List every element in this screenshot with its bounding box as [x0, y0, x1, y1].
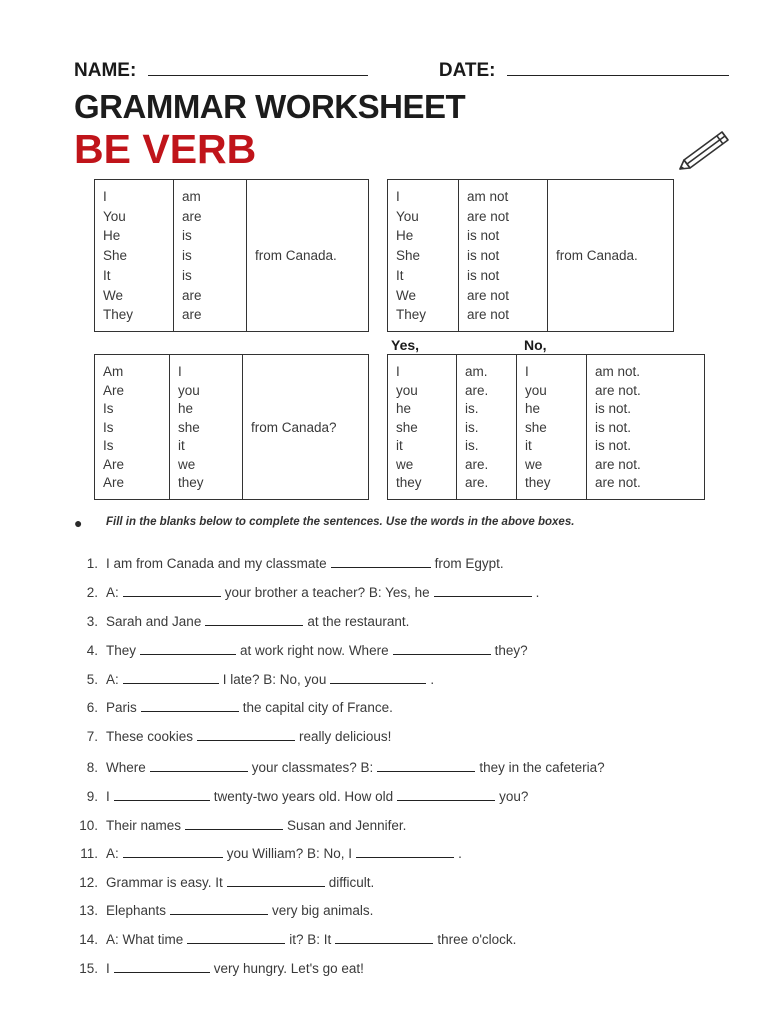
verb: are not	[467, 208, 510, 224]
short-answer-table	[387, 354, 705, 500]
subject: It	[396, 267, 404, 283]
question-text: Sarah and Jane	[106, 614, 202, 629]
yes-subject-column	[388, 355, 457, 500]
verb: is not.	[595, 438, 632, 453]
subject: He	[103, 228, 121, 244]
no-verb-column	[587, 355, 705, 500]
question-2	[70, 584, 539, 600]
verb: is not	[467, 267, 500, 283]
subject: it	[396, 438, 403, 453]
answer-blank[interactable]	[140, 642, 236, 655]
answer-blank[interactable]	[197, 728, 295, 741]
verb: am	[182, 189, 201, 204]
subject: we	[396, 456, 414, 472]
question-text: three o'clock.	[437, 932, 517, 947]
question-11	[70, 845, 462, 861]
answer-blank[interactable]	[150, 759, 248, 772]
verb: Is	[103, 438, 114, 453]
worksheet-subtitle: BE VERB	[74, 126, 257, 172]
answer-blank[interactable]	[356, 845, 454, 858]
verb: am not.	[595, 364, 641, 379]
verb: are.	[465, 475, 489, 490]
subject: You	[396, 208, 419, 224]
question-text: Their names	[106, 818, 182, 833]
answer-blank[interactable]	[335, 931, 433, 944]
answer-blank[interactable]	[227, 874, 325, 887]
question-text: they?	[494, 643, 528, 658]
yes-label: Yes,	[391, 337, 420, 353]
subject: she	[525, 419, 547, 435]
subject: he	[525, 401, 541, 416]
question-text: from Egypt.	[434, 556, 504, 571]
answer-blank[interactable]	[393, 642, 491, 655]
question-text: A:	[106, 846, 119, 861]
question-text: your brother a teacher? B: Yes, he	[224, 585, 430, 600]
subject: She	[396, 248, 421, 264]
question-text: .	[535, 585, 540, 600]
verb: is.	[465, 419, 479, 435]
question-15	[70, 960, 364, 976]
verb: is.	[465, 401, 479, 416]
verb: Are	[103, 382, 125, 398]
subject: I	[178, 364, 182, 379]
subject: We	[396, 287, 417, 303]
subject: You	[103, 208, 126, 224]
subject: they	[396, 475, 422, 490]
name-date-line	[74, 60, 729, 82]
subject: you	[178, 382, 200, 398]
question-number: 5.	[86, 672, 98, 687]
subject: they	[178, 475, 204, 490]
verb: is.	[465, 438, 479, 453]
verb: is not.	[595, 401, 632, 416]
date-blank[interactable]	[507, 61, 729, 76]
answer-blank[interactable]	[114, 960, 210, 973]
subject: I	[396, 189, 400, 204]
verb: Are	[103, 475, 125, 490]
question-text: difficult.	[328, 875, 375, 890]
question-number: 7.	[86, 729, 98, 744]
verb: is	[182, 267, 192, 283]
question-9	[70, 788, 528, 804]
question-text: very hungry. Let's go eat!	[213, 961, 364, 976]
question-text: I am from Canada and my classmate	[106, 556, 327, 571]
question-13	[70, 902, 373, 918]
verb: are	[182, 307, 202, 323]
question-4	[70, 642, 528, 658]
question-1	[70, 555, 504, 571]
question-number: 2.	[86, 585, 98, 600]
question-text: Susan and Jennifer.	[287, 818, 407, 833]
subject: She	[103, 248, 128, 264]
question-text: really delicious!	[299, 729, 392, 744]
subject: I	[396, 364, 400, 379]
question-text: .	[458, 846, 462, 861]
question-number: 14.	[79, 932, 98, 947]
question-text: very big animals.	[272, 903, 374, 918]
question-text: Paris	[106, 700, 137, 715]
question-8	[70, 759, 605, 775]
answer-blank[interactable]	[205, 613, 303, 626]
question-text: Elephants	[106, 903, 167, 918]
subject: you	[396, 382, 418, 398]
answer-blank[interactable]	[123, 845, 223, 858]
question-3	[70, 613, 409, 629]
verb: is	[182, 228, 192, 244]
date-label: DATE:	[438, 60, 496, 81]
question-text: A:	[106, 672, 119, 687]
question-5	[70, 671, 434, 687]
worksheet-title: GRAMMAR WORKSHEET	[74, 88, 466, 125]
answer-blank[interactable]	[123, 584, 221, 597]
answer-blank[interactable]	[170, 902, 268, 915]
verb: am.	[465, 364, 488, 379]
answer-blank[interactable]	[331, 555, 431, 568]
question-text: A:	[106, 585, 119, 600]
question-number: 4.	[86, 643, 98, 658]
no-label: No,	[524, 337, 547, 353]
question-7	[70, 728, 391, 744]
verb: are.	[465, 456, 489, 472]
question-text: it? B: It	[289, 932, 332, 947]
subject: They	[103, 307, 134, 323]
answer-blank[interactable]	[185, 817, 283, 830]
subject: it	[178, 438, 185, 453]
question-number: 8.	[86, 760, 98, 775]
subject: It	[103, 267, 111, 283]
pencil-icon	[676, 122, 736, 172]
answer-blank[interactable]	[187, 931, 285, 944]
verb: is not.	[595, 419, 632, 435]
phrase-cell	[243, 355, 369, 500]
bullet-icon: ●	[74, 515, 83, 531]
name-blank[interactable]	[148, 61, 368, 76]
verb: are not	[467, 287, 510, 303]
subject-column	[95, 180, 174, 332]
verb: are.	[465, 382, 489, 398]
phrase-cell	[548, 180, 674, 332]
answer-blank[interactable]	[141, 699, 239, 712]
verb: Is	[103, 419, 114, 435]
verb-column	[95, 355, 170, 500]
question-text: A: What time	[106, 932, 184, 947]
question-text: twenty-two years old. How old	[213, 789, 394, 804]
question-text: .	[430, 672, 435, 687]
subject: we	[525, 456, 543, 472]
question-text: These cookies	[106, 729, 194, 744]
name-label: NAME:	[74, 60, 137, 81]
question-text: the capital city of France.	[242, 700, 393, 715]
question-text: your classmates? B:	[251, 760, 374, 775]
phrase: from Canada.	[556, 248, 638, 263]
phrase-cell	[247, 180, 369, 332]
phrase: from Canada?	[251, 419, 337, 435]
question-number: 11.	[80, 846, 98, 861]
verb: are not.	[595, 456, 641, 472]
no-subject-column	[517, 355, 587, 500]
subject: He	[396, 228, 414, 244]
question-text: I late? B: No, you	[222, 672, 327, 687]
question-number: 9.	[86, 789, 98, 804]
question-number: 12.	[79, 875, 98, 890]
phrase: from Canada.	[255, 248, 337, 263]
question-text: I	[106, 961, 110, 976]
verb: am not	[467, 189, 509, 204]
question-number: 6.	[86, 700, 98, 715]
subject: We	[103, 287, 124, 303]
question-text: I	[106, 789, 110, 804]
verb: is not	[467, 228, 500, 244]
verb: are	[182, 208, 202, 224]
question-text: They	[106, 643, 137, 658]
subject: you	[525, 382, 547, 398]
subject: she	[178, 419, 200, 435]
negative-table	[387, 179, 674, 332]
question-table	[94, 354, 369, 500]
question-text: at work right now. Where	[240, 643, 389, 658]
verb-column	[459, 180, 548, 332]
affirmative-table	[94, 179, 369, 332]
question-text: at the restaurant.	[307, 614, 410, 629]
subject: I	[525, 364, 529, 379]
subject: we	[178, 456, 196, 472]
verb: Are	[103, 456, 125, 472]
question-number: 1.	[86, 556, 98, 571]
question-text: you?	[499, 789, 529, 804]
subject: it	[525, 438, 532, 453]
yes-verb-column	[457, 355, 517, 500]
question-6	[70, 699, 393, 715]
answer-blank[interactable]	[114, 788, 210, 801]
question-10	[70, 817, 406, 833]
question-text: Where	[106, 760, 146, 775]
subject: they	[525, 475, 551, 490]
verb: are not.	[595, 475, 641, 490]
verb: are not.	[595, 382, 641, 398]
question-text: they in the cafeteria?	[479, 760, 605, 775]
question-12	[70, 874, 374, 890]
subject: I	[103, 189, 107, 204]
subject-column	[388, 180, 459, 332]
subject: he	[396, 401, 412, 416]
question-number: 13.	[79, 903, 98, 918]
question-14	[70, 931, 516, 947]
verb-column	[174, 180, 247, 332]
verb: Am	[103, 364, 124, 379]
question-text: you William? B: No, I	[226, 846, 353, 861]
answer-blank[interactable]	[377, 759, 475, 772]
subject: she	[396, 419, 418, 435]
answer-blank[interactable]	[397, 788, 495, 801]
answer-blank[interactable]	[434, 584, 532, 597]
question-number: 3.	[86, 614, 98, 629]
verb: is not	[467, 248, 500, 264]
verb: is	[182, 248, 192, 264]
answer-blank[interactable]	[123, 671, 219, 684]
subject-column	[170, 355, 243, 500]
instruction-text: Fill in the blanks below to complete the sentences. Use the words in the above boxes.	[106, 516, 575, 528]
answer-blank[interactable]	[330, 671, 426, 684]
verb: are not	[467, 307, 510, 323]
verb: are	[182, 287, 202, 303]
question-text: Grammar is easy. It	[106, 875, 223, 890]
verb: Is	[103, 401, 114, 416]
subject: They	[396, 307, 427, 323]
subject: he	[178, 401, 194, 416]
question-number: 10.	[79, 818, 98, 833]
question-number: 15.	[79, 961, 98, 976]
